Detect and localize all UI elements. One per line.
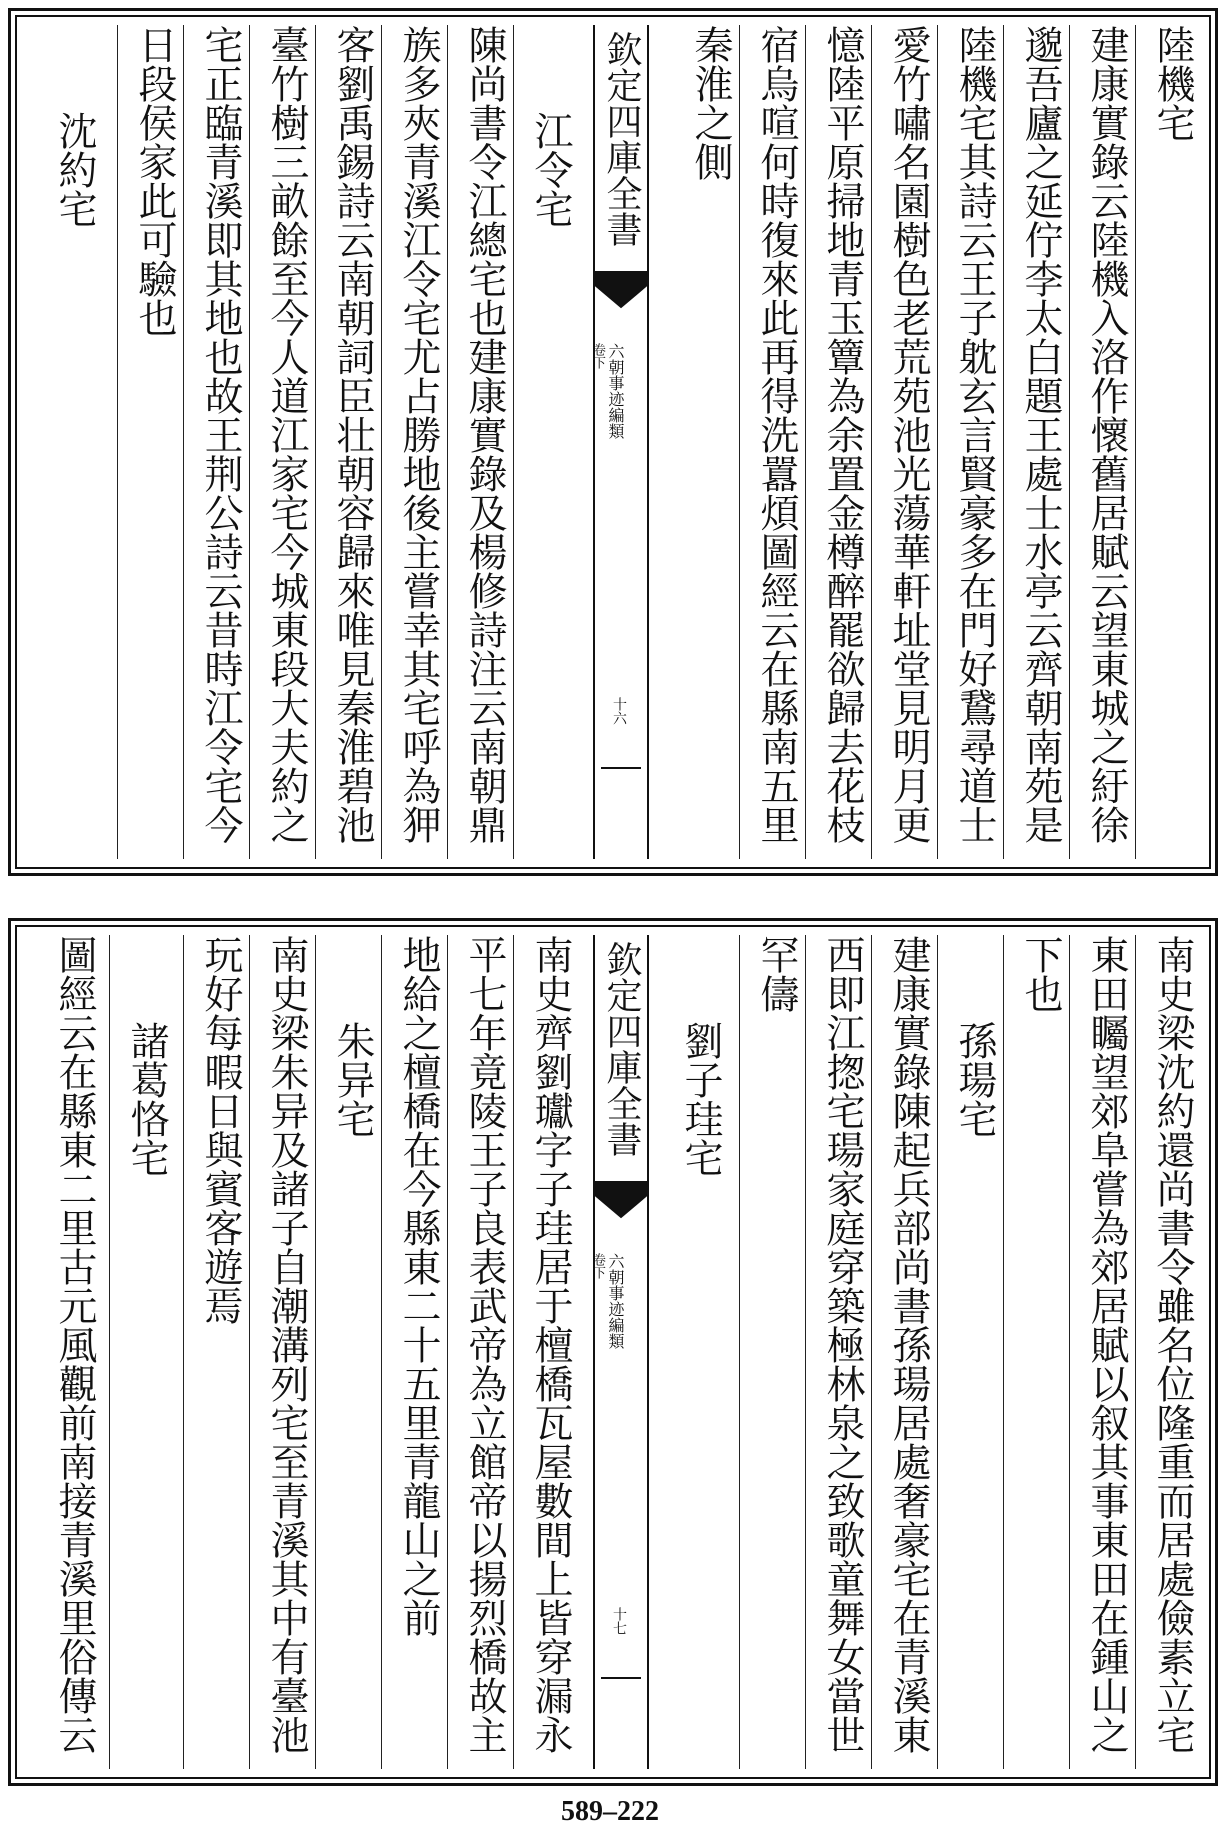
text-column: 南史齊劉瓛字子珪居于檀橋瓦屋數間上皆穿漏永	[528, 935, 573, 1754]
chapter-title: 六朝事迹編類	[606, 1253, 625, 1349]
section-heading: 朱异宅	[330, 1021, 375, 1138]
text-column: 陸機宅	[1150, 25, 1195, 142]
center-fold	[590, 935, 649, 1769]
text-column: 下也	[1018, 935, 1063, 1013]
fish-tail-icon	[595, 271, 647, 311]
center-fold	[590, 25, 649, 859]
text-column: 西即江揔宅瑒家庭穿築極林泉之致歌童舞女當世	[820, 935, 865, 1754]
text-column: 玩好每暇日與賓客遊焉	[198, 935, 243, 1325]
juan-label: 卷下	[590, 343, 605, 369]
text-column: 陸機宅其詩云王子躭玄言賢豪多在門好鵞尋道士	[952, 25, 997, 844]
juan-label: 卷下	[590, 1253, 605, 1279]
text-column: 族多夾青溪江令宅尤占勝地後主嘗幸其宅呼為狎	[396, 25, 441, 844]
text-column: 建康實錄云陸機入洛作懷舊居賦云望東城之紆徐	[1084, 25, 1129, 844]
text-column: 平七年竟陵王子良表武帝為立館帝以揚烈橋故主	[462, 935, 507, 1754]
section-heading: 孫瑒宅	[952, 1021, 997, 1138]
section-heading: 沈約宅	[52, 111, 97, 228]
text-column: 邈吾廬之延佇李太白題王處士水亭云齊朝南苑是	[1018, 25, 1063, 844]
text-column: 客劉禹錫詩云南朝詞臣壮朝容歸來唯見秦淮碧池	[330, 25, 375, 844]
text-column: 臺竹樹三畝餘至今人道江家宅今城東段大夫約之	[264, 25, 309, 844]
page-bottom	[8, 918, 1218, 1786]
leaf-number: 十六	[611, 697, 627, 725]
chapter-title: 六朝事迹編類	[606, 343, 625, 439]
text-column: 東田矚望郊阜嘗為郊居賦以叙其事東田在鍾山之	[1084, 935, 1129, 1754]
page-number: 589–222	[561, 1796, 659, 1827]
section-heading: 劉子珪宅	[678, 1021, 723, 1177]
leaf-number: 十七	[611, 1607, 627, 1635]
section-heading: 諸葛恪宅	[124, 1021, 169, 1177]
text-column: 南史梁朱异及諸子自潮溝列宅至青溪其中有臺池	[264, 935, 309, 1754]
text-column: 秦淮之側	[688, 25, 733, 181]
section-heading: 江令宅	[528, 111, 573, 228]
text-column: 南史梁沈約還尚書令雖名位隆重而居處儉素立宅	[1150, 935, 1195, 1754]
text-column: 陳尚書令江總宅也建康實錄及楊修詩注云南朝鼎	[462, 25, 507, 844]
page-top	[8, 8, 1218, 876]
book-title: 欽定四庫全書	[601, 31, 642, 247]
text-column: 宅正臨青溪即其地也故王荆公詩云昔時江令宅今	[198, 25, 243, 844]
text-column: 愛竹嘯名園樹色老荒苑池光蕩華軒址堂見明月更	[886, 25, 931, 844]
book-title: 欽定四庫全書	[601, 941, 642, 1157]
text-column: 憶陸平原掃地青玉簟為余置金樽醉罷欲歸去花枝	[820, 25, 865, 844]
text-column: 圖經云在縣東二里古元風觀前南接青溪里俗傳云	[52, 935, 97, 1754]
text-column: 宿烏喧何時復來此再得洗囂煩圖經云在縣南五里	[754, 25, 799, 844]
fish-tail-icon	[595, 1181, 647, 1221]
text-column: 地給之檀橋在今縣東二十五里青龍山之前	[396, 935, 441, 1637]
text-column: 日段侯家此可驗也	[132, 25, 177, 337]
text-column: 建康實錄陳起兵部尚書孫瑒居處奢豪宅在青溪東	[886, 935, 931, 1754]
text-column: 罕儔	[754, 935, 799, 1013]
